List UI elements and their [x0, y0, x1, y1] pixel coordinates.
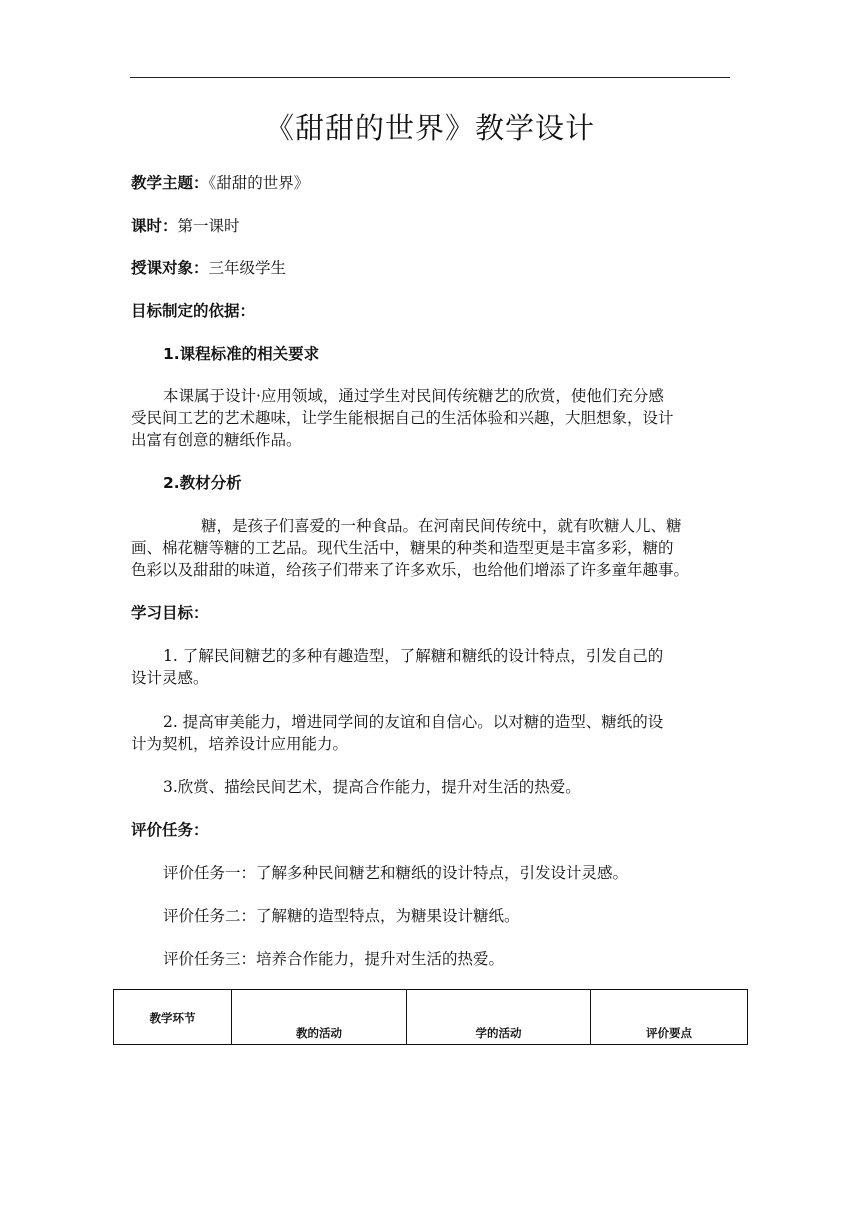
- sec1-line: 本课属于设计·应用领域，通过学生对民间传统糖艺的欣赏，使他们充分感: [163, 387, 664, 405]
- sec2-line: 色彩以及甜甜的味道，给孩子们带来了许多欢乐，也给他们增添了许多童年趣事。: [131, 561, 690, 579]
- meta-audience-label: 授课对象：: [131, 259, 209, 277]
- table-header-teaching: 教的活动: [232, 990, 407, 1045]
- basis-heading: 目标制定的依据：: [131, 302, 256, 320]
- objective-3: [131, 776, 731, 798]
- sec2-heading: 2.教材分析: [163, 474, 242, 492]
- lesson-table: [113, 989, 748, 1045]
- objective-1: [131, 645, 731, 689]
- table-header-stage: 教学环节: [114, 990, 232, 1045]
- task-3: 评价任务三：培养合作能力，提升对生活的热爱。: [163, 950, 505, 968]
- table-header-evaluation: 评价要点: [591, 990, 748, 1045]
- objectives-heading: 学习目标：: [131, 604, 209, 622]
- task-2: 评价任务二：了解糖的造型特点，为糖果设计糖纸。: [163, 907, 520, 925]
- objective-2: [131, 711, 731, 755]
- sec2-paragraph: [131, 515, 731, 581]
- sec2-line: 糖，是孩子们喜爱的一种食品。在河南民间传统中，就有吹糖人儿、糖: [201, 517, 682, 535]
- meta-audience-value: 三年级学生: [208, 259, 287, 277]
- meta-theme-value: 《甜甜的世界》: [208, 174, 310, 192]
- sec1-line: 受民间工艺的艺术趣味，让学生能根据自己的生活体验和兴趣，大胆想象，设计: [131, 409, 674, 427]
- meta-audience: [131, 257, 286, 279]
- sec2-line: 画、棉花糖等糖的工艺品。现代生活中，糖果的种类和造型更是丰富多彩，糖的: [131, 539, 674, 557]
- sec1-paragraph: [131, 385, 731, 451]
- meta-period: [131, 215, 240, 237]
- objective-line: 2. 提高审美能力，增进同学间的友谊和自信心。以对糖的造型、糖纸的设: [163, 713, 664, 731]
- objective-line: 1. 了解民间糖艺的多种有趣造型，了解糖和糖纸的设计特点，引发自己的: [163, 647, 664, 665]
- objective-line: 计为契机，培养设计应用能力。: [131, 735, 349, 753]
- meta-theme: [131, 172, 309, 194]
- table-header-row: [114, 990, 748, 1045]
- meta-theme-label: 教学主题：: [131, 174, 209, 192]
- document-title: 《甜甜的世界》教学设计: [264, 111, 595, 145]
- objective-line: 设计灵感。: [131, 669, 209, 687]
- header-rule: [130, 77, 730, 78]
- tasks-heading: 评价任务：: [131, 821, 209, 839]
- meta-period-value: 第一课时: [177, 217, 240, 235]
- sec1-line: 出富有创意的糖纸作品。: [131, 431, 302, 449]
- objective-line: 3.欣赏、描绘民间艺术，提高合作能力，提升对生活的热爱。: [163, 778, 581, 796]
- sec1-heading: 1.课程标准的相关要求: [163, 345, 320, 363]
- meta-period-label: 课时：: [131, 217, 178, 235]
- table-header-learning: 学的活动: [407, 990, 591, 1045]
- task-1: 评价任务一：了解多种民间糖艺和糖纸的设计特点，引发设计灵感。: [163, 864, 629, 882]
